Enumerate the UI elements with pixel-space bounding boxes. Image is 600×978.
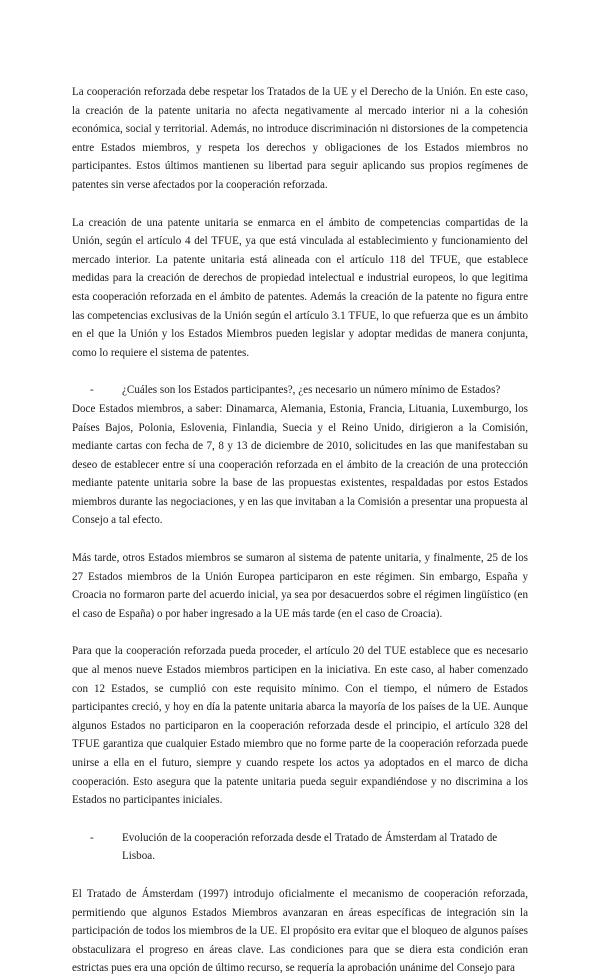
bullet-question-participants bbox=[72, 381, 528, 400]
paragraph-1: La cooperación reforzada debe respetar los Tratados de la UE y el Derecho de la Unión. En este caso, la creación de la patente unitaria no afecta negativamente al mercado interior ni a la cohesión económica, social y territorial. Además, no introduce discriminación ni distorsiones de la competencia entre Estados miembros, y respeta los derechos y obligaciones de los Estados miembros no participantes. Estos últimos mantienen su libertad para seguir aplicando sus propios regímenes de patentes sin verse afectados por la cooperación reforzada. bbox=[72, 86, 528, 191]
paragraph-3: Doce Estados miembros, a saber: Dinamarca, Alemania, Estonia, Francia, Lituania, Luxemburgo, los Países Bajos, Polonia, Eslovenia, Finlandia, Suecia y el Reino Unido, dirigieron a la Comisión, mediante cartas con fecha de 7, 8 y 13 de diciembre de 2010, solicitudes en las que manifestaban su deseo de establecer entre sí una cooperación reforzada en el ámbito de la creación de una protección mediante patente unitaria sobre la base de las propuestas existentes, respaldadas por estos Estados miembros durante las negociaciones, y en las que invitaban a la Comisión a presentar una propuesta al Consejo a tal efecto. bbox=[72, 402, 528, 527]
paragraph-6: El Tratado de Ámsterdam (1997) introdujo oficialmente el mecanismo de cooperación reforzada, permitiendo que algunos Estados Miembros avanzaran en áreas específicas de integración sin la participación de todos los miembros de la UE. El propósito era evitar que el bloqueo de algunos países obstaculizara el progreso en áreas clave. Las condiciones para que se diera esta condición eran estrictas pues era una opción de último recurso, se requería la aprobación unánime del Consejo para bbox=[72, 887, 528, 975]
paragraph-2: La creación de una patente unitaria se enmarca en el ámbito de competencias compartidas de la Unión, según el artículo 4 del TFUE, ya que está vinculada al establecimiento y funcionamiento del mercado interior. La patente unitaria está alineada con el artículo 118 del TFUE, que establece medidas para la creación de derechos de propiedad intelectual e industrial europeos, lo que legitima esta cooperación reforzada en el ámbito de patentes. Además la creación de la patente no figura entre las competencias exclusivas de la Unión según el artículo 3.1 TFUE, lo que refuerza que es un ámbito en el que la Unión y los Estados Miembros pueden legislar y adoptar medidas de manera conjunta, como lo requiere el sistema de patentes. bbox=[72, 216, 528, 359]
paragraph-4: Más tarde, otros Estados miembros se sumaron al sistema de patente unitaria, y finalmente, 25 de los 27 Estados miembros de la Unión Europea participaron en este régimen. Sin embargo, España y Croacia no formaron parte del acuerdo inicial, ya sea por desacuerdos sobre el régimen lingüístico (en el caso de España) o por haber ingresado a la UE más tarde (en el caso de Croacia). bbox=[72, 552, 528, 620]
bullet-text: ¿Cuáles son los Estados participantes?, ¿es necesario un número mínimo de Estados? bbox=[122, 384, 501, 397]
bullet-evolution bbox=[72, 829, 528, 866]
paragraph-5: Para que la cooperación reforzada pueda proceder, el artículo 20 del TUE establece que es necesario que al menos nueve Estados miembros participen en la iniciativa. En este caso, al haber comenzado con 12 Estados, se cumplió con este requisito mínimo. Con el tiempo, el número de Estados participantes creció, y hoy en día la patente unitaria abarca la mayoría de los países de la UE. Aunque algunos Estados no participaron en la cooperación reforzada desde el principio, el artículo 328 del TFUE garantiza que cualquier Estado miembro que no forme parte de la cooperación reforzada puede unirse a ella en el futuro, siempre y cuando respete los actos ya adoptados en el marco de dicha cooperación. Esto asegura que la patente unitaria pueda seguir expandiéndose y no discrimina a los Estados no participantes iniciales. bbox=[72, 645, 528, 807]
bullet-text: Evolución de la cooperación reforzada desde el Tratado de Ámsterdam al Tratado de Lisboa. bbox=[122, 831, 498, 863]
bullet-dash: - bbox=[90, 384, 94, 397]
bullet-dash: - bbox=[90, 831, 94, 844]
